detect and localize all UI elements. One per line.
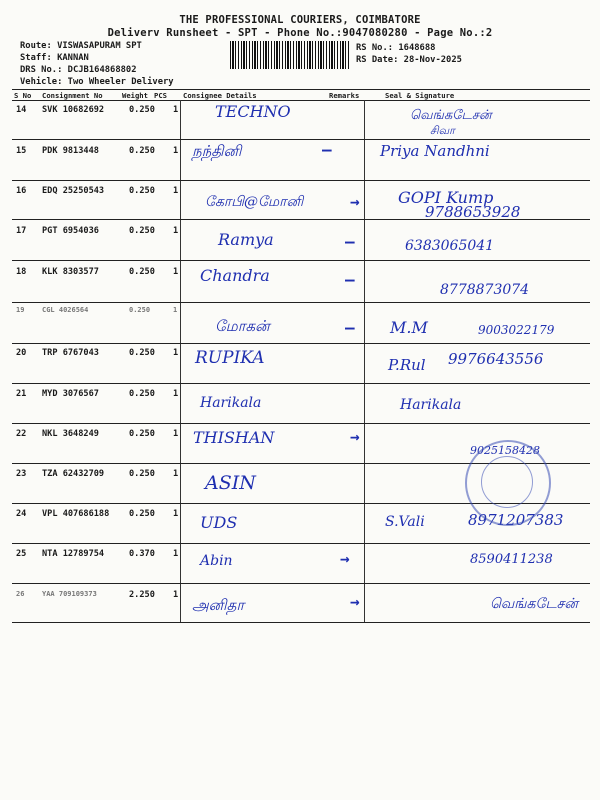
row-pcs: 1 bbox=[173, 549, 179, 559]
row-weight: 0.250 bbox=[129, 105, 155, 115]
col-header-consignment: Consignment No bbox=[42, 91, 103, 100]
row-pcs: 1 bbox=[173, 267, 179, 277]
row-consignment: SVK 10682692 bbox=[42, 105, 105, 115]
signature-handwriting: S.Vali bbox=[385, 514, 425, 530]
consignee-handwriting: அனிதா bbox=[192, 596, 245, 614]
row-pcs: 1 bbox=[173, 509, 179, 519]
row-consignment: NTA 12789754 bbox=[42, 549, 105, 559]
remarks-arrow: — bbox=[345, 232, 355, 251]
row-sno: 22 bbox=[16, 429, 27, 439]
signature-handwriting: வெங்கடேசன் bbox=[490, 596, 578, 612]
consignee-handwriting: THISHAN bbox=[193, 428, 275, 447]
row-weight: 2.250 bbox=[129, 590, 155, 600]
signature-handwriting: Harikala bbox=[400, 397, 462, 413]
signature-handwriting: GOPI Kump bbox=[398, 188, 494, 207]
row-consignment: PGT 6954036 bbox=[42, 226, 99, 236]
row-divider bbox=[12, 180, 590, 181]
signature-handwriting: 6383065041 bbox=[405, 238, 495, 254]
row-divider bbox=[12, 543, 590, 544]
row-sno: 24 bbox=[16, 509, 27, 519]
route-label: Route: VISWASAPURAM SPT bbox=[20, 41, 142, 51]
consignee-handwriting: ASIN bbox=[205, 472, 256, 494]
row-pcs: 1 bbox=[173, 226, 179, 236]
document-subtitle: Deliverv Runsheet - SPT - Phone No.:9047080280 - Page No.:2 bbox=[107, 27, 493, 39]
row-weight: 0.370 bbox=[129, 549, 155, 559]
signature-handwriting: வெங்கடேசன் bbox=[410, 108, 492, 123]
row-pcs: 1 bbox=[173, 429, 179, 439]
row-divider bbox=[12, 302, 590, 303]
row-divider bbox=[12, 260, 590, 261]
row-consignment: CGL 4026564 bbox=[42, 306, 89, 314]
vehicle-label: Vehicle: Two Wheeler Delivery bbox=[20, 77, 174, 87]
row-sno: 14 bbox=[16, 105, 27, 115]
row-divider bbox=[12, 343, 590, 344]
consignee-handwriting: Abin bbox=[200, 553, 233, 569]
consignee-handwriting: Harikala bbox=[200, 395, 262, 411]
row-consignment: TRP 6767043 bbox=[42, 348, 99, 358]
remarks-arrow: → bbox=[350, 192, 360, 211]
signature-handwriting-2: 9976643556 bbox=[448, 350, 544, 368]
barcode bbox=[230, 41, 350, 69]
row-sno: 23 bbox=[16, 469, 27, 479]
row-consignment: PDK 9813448 bbox=[42, 146, 99, 156]
row-pcs: 1 bbox=[173, 186, 179, 196]
row-weight: 0.250 bbox=[129, 509, 155, 519]
signature-handwriting-2: 8971207383 bbox=[468, 511, 564, 529]
remarks-arrow: — bbox=[345, 270, 355, 289]
drs-label: DRS No.: DCJB164868802 bbox=[20, 65, 137, 75]
remarks-arrow: — bbox=[345, 318, 355, 337]
row-sno: 17 bbox=[16, 226, 27, 236]
remarks-arrow: → bbox=[350, 592, 360, 611]
table-header-rule bbox=[12, 100, 590, 101]
row-sno: 15 bbox=[16, 146, 27, 156]
seal-inner-ring bbox=[481, 456, 533, 508]
rs-number: RS No.: 1648688 bbox=[356, 43, 436, 53]
row-weight: 0.250 bbox=[129, 186, 155, 196]
company-seal-stamp bbox=[465, 440, 551, 526]
table-top-rule bbox=[12, 89, 590, 90]
row-weight: 0.250 bbox=[129, 146, 155, 156]
remarks-arrow: → bbox=[340, 549, 350, 568]
consignee-handwriting: Ramya bbox=[218, 230, 274, 249]
row-consignment: EDQ 25250543 bbox=[42, 186, 105, 196]
signature-handwriting: 9025158428 bbox=[470, 444, 540, 457]
row-sno: 20 bbox=[16, 348, 27, 358]
row-pcs: 1 bbox=[173, 389, 179, 399]
row-sno: 21 bbox=[16, 389, 27, 399]
signature-handwriting-2: 9788653928 bbox=[425, 203, 521, 221]
consignee-handwriting: Chandra bbox=[200, 266, 270, 285]
consignee-handwriting: TECHNO bbox=[215, 102, 291, 121]
row-consignment: KLK 8303577 bbox=[42, 267, 99, 277]
signature-handwriting-2: சிவா bbox=[430, 124, 455, 137]
remarks-arrow: → bbox=[350, 427, 360, 446]
consignee-handwriting: RUPIKA bbox=[195, 348, 265, 368]
row-pcs: 1 bbox=[173, 590, 179, 600]
row-pcs: 1 bbox=[173, 105, 179, 115]
row-consignment: MYD 3076567 bbox=[42, 389, 99, 399]
row-sno: 19 bbox=[16, 306, 25, 314]
signature-handwriting: 8778873074 bbox=[440, 282, 530, 298]
document-title: THE PROFESSIONAL COURIERS, COIMBATORE bbox=[179, 14, 421, 26]
row-weight: 0.250 bbox=[129, 306, 151, 314]
rs-date: RS Date: 28-Nov-2025 bbox=[356, 55, 462, 65]
row-pcs: 1 bbox=[173, 306, 178, 314]
row-divider bbox=[12, 583, 590, 584]
consignee-handwriting: மோகன் bbox=[215, 317, 270, 335]
signature-handwriting: P.Rul bbox=[388, 356, 426, 374]
row-sno: 18 bbox=[16, 267, 27, 277]
staff-label: Staff: KANNAN bbox=[20, 53, 89, 63]
signature-handwriting: Priya Nandhni bbox=[380, 142, 490, 160]
table-bottom-rule bbox=[12, 622, 590, 623]
row-weight: 0.250 bbox=[129, 469, 155, 479]
row-weight: 0.250 bbox=[129, 267, 155, 277]
row-weight: 0.250 bbox=[129, 389, 155, 399]
row-sno: 26 bbox=[16, 590, 25, 598]
row-consignment: VPL 407686188 bbox=[42, 509, 110, 519]
row-divider bbox=[12, 383, 590, 384]
row-sno: 16 bbox=[16, 186, 27, 196]
row-pcs: 1 bbox=[173, 469, 179, 479]
row-divider bbox=[12, 139, 590, 140]
row-divider bbox=[12, 423, 590, 424]
consignee-handwriting: கோபி@மோனி bbox=[205, 194, 304, 210]
col-header-pcs: PCS bbox=[154, 91, 167, 100]
row-consignment: YAA 709109373 bbox=[42, 590, 97, 598]
col-header-signature: Seal & Signature bbox=[385, 91, 455, 100]
row-consignment: NKL 3648249 bbox=[42, 429, 99, 439]
col-header-consignee: Consignee Details bbox=[183, 91, 257, 100]
col-header-remarks: Remarks bbox=[329, 91, 360, 100]
row-weight: 0.250 bbox=[129, 348, 155, 358]
row-pcs: 1 bbox=[173, 348, 179, 358]
col-header-sno: S No bbox=[14, 91, 32, 100]
signature-handwriting: 8590411238 bbox=[470, 552, 553, 567]
row-weight: 0.250 bbox=[129, 429, 155, 439]
row-consignment: TZA 62432709 bbox=[42, 469, 105, 479]
row-weight: 0.250 bbox=[129, 226, 155, 236]
col-header-weight: Weight bbox=[122, 91, 148, 100]
signature-handwriting: M.M bbox=[390, 318, 428, 337]
consignee-handwriting: UDS bbox=[200, 513, 238, 532]
row-sno: 25 bbox=[16, 549, 27, 559]
signature-handwriting-2: 9003022179 bbox=[478, 323, 555, 337]
consignee-handwriting: நந்தினி bbox=[192, 142, 242, 160]
row-pcs: 1 bbox=[173, 146, 179, 156]
remarks-arrow: — bbox=[322, 140, 332, 159]
